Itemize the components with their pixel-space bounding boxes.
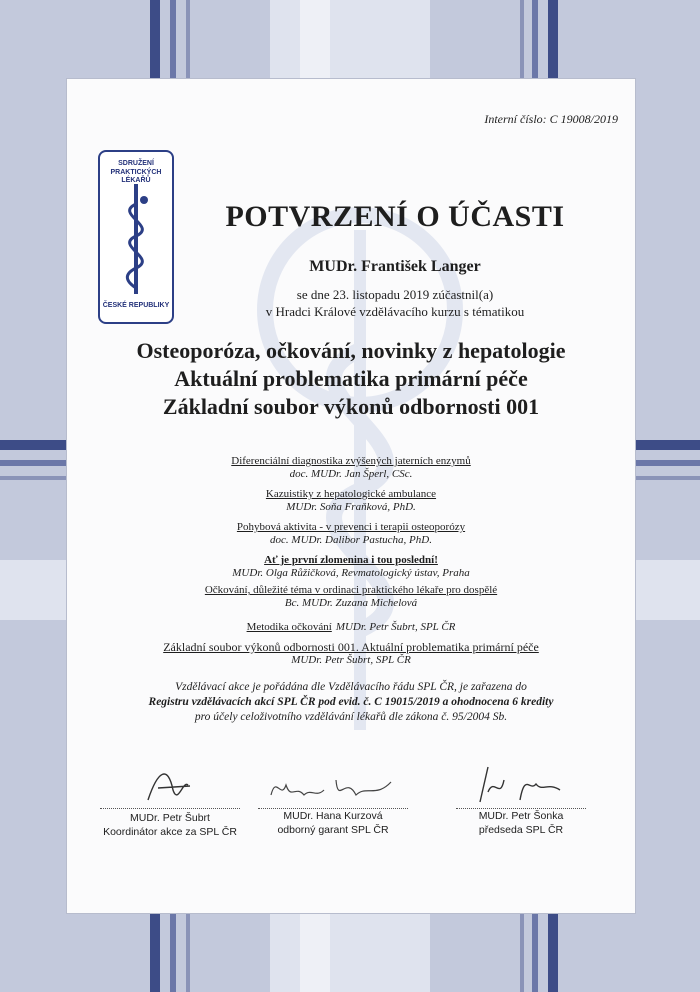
signature-line — [100, 808, 240, 809]
signature-line — [258, 808, 408, 809]
signatory-3-role: předseda SPL ČR — [478, 824, 564, 836]
signature-subrt — [128, 760, 218, 810]
signature-sonka — [470, 762, 570, 807]
page-title: POTVRZENÍ O ÚČASTI — [225, 200, 565, 233]
note-line-2: Registru vzdělávacích akcí SPL ČR pod evid. č. C 19015/2019 a ohodnocena 6 kredity — [148, 696, 554, 708]
lecture-item — [66, 455, 636, 481]
lecture-author: doc. MUDr. Dalibor Pastucha, PhD. — [270, 534, 432, 546]
lecture-author: doc. MUDr. Jan Šperl, CSc. — [289, 468, 413, 480]
lecture-author: Bc. MUDr. Zuzana Michelová — [284, 597, 418, 609]
lecture-title: Diferenciální diagnostika zvýšených jaterních enzymů — [231, 455, 471, 467]
lecture-author: MUDr. Petr Šubrt, SPL ČR — [335, 621, 456, 633]
signatory-1-name: MUDr. Petr Šubrt — [130, 812, 210, 824]
lecture-title: Základní soubor výkonů odbornosti 001. Aktuální problematika primární péče — [163, 640, 539, 654]
lecture-item — [66, 641, 636, 667]
lecture-item — [66, 488, 636, 514]
participant-name: MUDr. František Langer — [309, 258, 481, 275]
lecture-item — [66, 521, 636, 547]
signature-kurzova — [266, 770, 406, 810]
lecture-item — [66, 554, 636, 580]
lecture-item — [66, 584, 636, 610]
lecture-title: Kazuistiky z hepatologické ambulance — [265, 488, 437, 500]
lecture-title: Očkování, důležité téma v ordinaci praktického lékaře pro dospělé — [204, 584, 498, 596]
lecture-author: MUDr. Petr Šubrt, SPL ČR — [291, 654, 411, 666]
signatory-2-name: MUDr. Hana Kurzová — [283, 810, 383, 822]
lecture-list — [66, 455, 636, 667]
signature-line — [456, 808, 586, 809]
accreditation-note — [66, 680, 636, 725]
topic-3: Základní soubor výkonů odbornosti 001 — [162, 394, 540, 419]
topic-1: Osteoporóza, očkování, novinky z hepatologie — [136, 338, 566, 363]
lecture-item — [66, 617, 636, 635]
lecture-title: Ať je první zlomenina i tou poslední! — [264, 554, 438, 566]
lecture-title: Pohybová aktivita - v prevenci i terapii osteoporózy — [236, 521, 466, 533]
date-line: se dne 23. listopadu 2019 zúčastnil(a) — [296, 287, 494, 302]
internal-number: Interní číslo: C 19008/2019 — [484, 112, 618, 126]
place-line: v Hradci Králové vzdělávacího kurzu s tématikou — [265, 304, 525, 319]
lecture-author: MUDr. Soňa Fraňková, PhD. — [286, 501, 416, 513]
signatory-1-role: Koordinátor akce za SPL ČR — [103, 826, 237, 838]
note-line-1: Vzdělávací akce je pořádána dle Vzdělávacího řádu SPL ČR, je zařazena do — [175, 681, 527, 693]
logo-text-top-2: PRAKTICKÝCH LÉKAŘŮ — [110, 169, 162, 184]
logo-text-bottom-1: ČESKÉ REPUBLIKY — [102, 302, 170, 309]
signatory-2-role: odborný garant SPL ČR — [277, 824, 389, 836]
logo-text-top-1: SDRUŽENÍ — [118, 160, 154, 167]
note-line-3: pro účely celoživotního vzdělávání lékařů dle zákona č. 95/2004 Sb. — [194, 711, 508, 723]
caduceus-icon — [110, 184, 162, 294]
signatory-3-name: MUDr. Petr Šonka — [478, 810, 564, 822]
lecture-author: MUDr. Olga Růžičková, Revmatologický ústav, Praha — [232, 567, 470, 579]
topic-2: Aktuální problematika primární péče — [174, 366, 528, 391]
lecture-title: Metodika očkování — [246, 621, 332, 633]
